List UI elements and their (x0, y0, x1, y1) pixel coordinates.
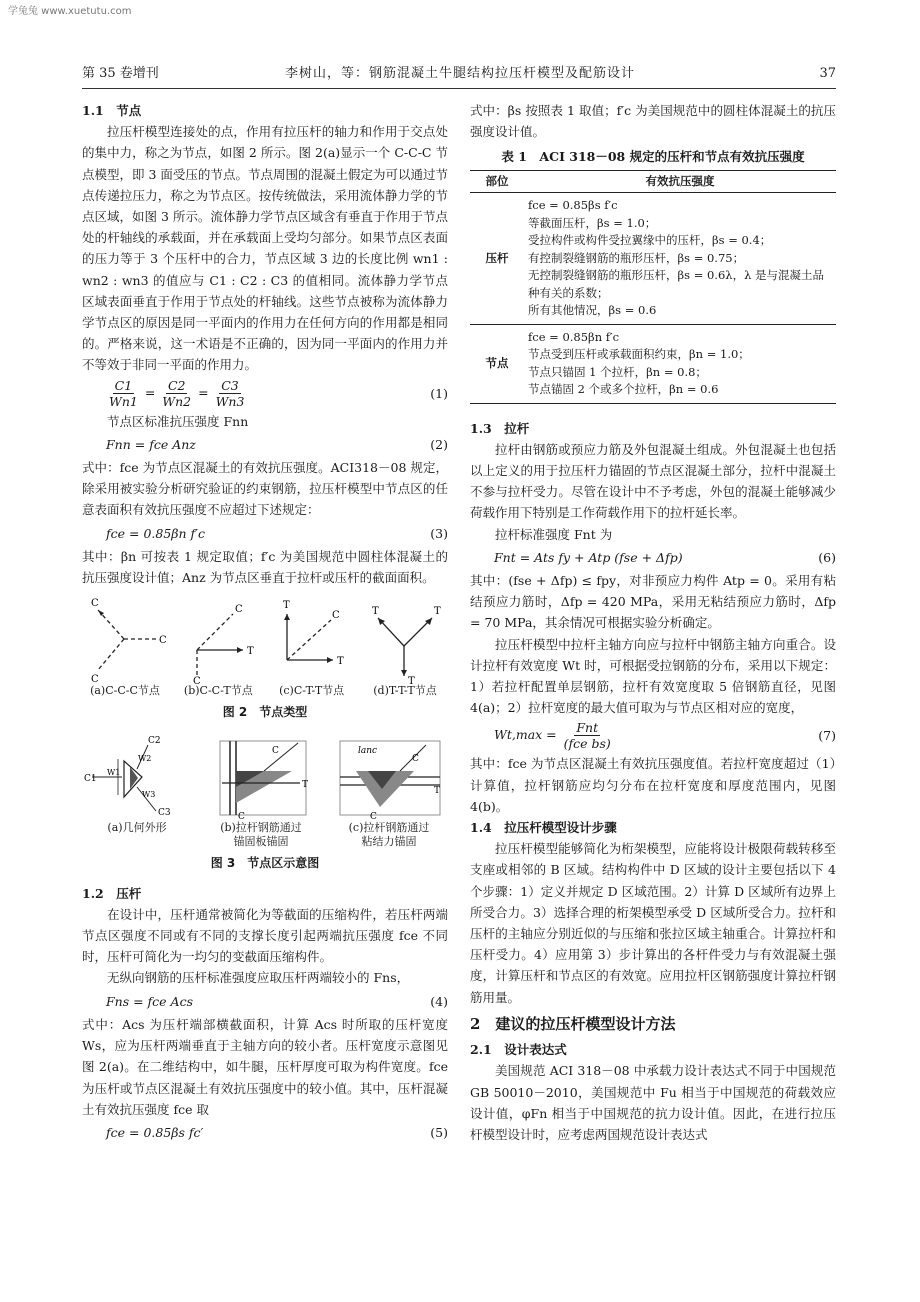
table-1-caption: 表 1 ACI 318－08 规定的压杆和节点有效抗压强度 (501, 149, 805, 165)
section-1-3-paragraph-3: 其中：(fse + Δfp) ≤ fpy，对非预应力构件 Atp = 0。采用有粘结预应力筋时，Δfp = 420 MPa，采用无粘结预应力筋时，Δfp = 70 MPa，其余情况可根据实验分析确定。 (470, 573, 836, 631)
table-line: 无控制裂缝钢筋的瓶形压杆，βs = 0.6λ，λ 是与混凝土品种有关的系数； (528, 268, 825, 300)
cct-node-diagram (175, 594, 261, 684)
eq7-lhs: Wt,max = (494, 727, 557, 743)
eq3-number: (3) (430, 525, 448, 541)
table-row (470, 193, 836, 325)
fig2-cell-b (175, 594, 261, 698)
table-cell-part: 节点 (470, 324, 524, 403)
table-line: fce = 0.85βn f′c (528, 329, 620, 344)
svg-text:T: T (302, 780, 309, 791)
section-1-1-title: 1.1 节点 (82, 103, 142, 118)
node-geometry-diagram (82, 731, 192, 821)
section-1-3-paragraph-5: 其中：fce 为节点区混凝土有效抗压强度值。若拉杆宽度超过（1）计算值，拉杆钢筋应均匀分布在拉杆宽度和厚度范围内，见图 4(b)。 (470, 756, 836, 814)
section-1-3-paragraph-4: 拉压杆模型中拉杆主轴方向应与拉杆中钢筋主轴方向重合。设计拉杆有效宽度 Wt 时，可根据受拉钢筋的分布，采用以下规定：1）若拉杆配置单层钢筋，拉杆有效宽度取 5 倍钢筋直径，见图 4(a)；2）拉杆宽度的最大值可取为与节点区相对应的宽度， (470, 636, 836, 716)
svg-text:C: C (272, 746, 279, 757)
section-1-2-title: 1.2 压杆 (82, 885, 142, 901)
eq6-number: (6) (818, 549, 836, 565)
journal-volume: 第 35 卷增刊 (82, 66, 159, 81)
fig3-cell-b (202, 731, 320, 849)
left-column (82, 100, 448, 1145)
eq7-number: (7) (818, 728, 836, 744)
paragraph-beta-s: 式中：βs 按照表 1 取值；f′c 为美国规范中的圆柱体混凝土的抗压强度设计值。 (470, 103, 836, 140)
svg-text:T: T (434, 786, 441, 797)
eq1-num1: C1 (114, 377, 133, 393)
eq3-body: fce = 0.85βn f′c (106, 525, 205, 541)
page-number: 37 (819, 66, 836, 81)
eq4-number: (4) (430, 993, 448, 1009)
section-1-4-title: 1.4 拉压杆模型设计步骤 (470, 820, 617, 836)
eq1-den3: Wn3 (215, 393, 245, 409)
svg-text:C: C (91, 674, 99, 685)
table-line: 节点受到压杆或承载面积约束，βn = 1.0； (528, 347, 750, 362)
fig3-cell-a (82, 731, 192, 849)
fig2-label-d: (d)T-T-T节点 (373, 684, 437, 698)
svg-text:W1: W1 (107, 768, 121, 778)
table-cell-part: 压杆 (470, 193, 524, 325)
eq5-number: (5) (430, 1124, 448, 1140)
fig3-cell-c (330, 731, 448, 849)
eq1-num3: C3 (221, 377, 239, 393)
eq6-body: Fnt = Ats fy + Atp (fse + Δfp) (494, 549, 683, 565)
eq2-number: (2) (430, 436, 448, 452)
paragraph-fce: 式中：fce 为节点区混凝土的有效抗压强度。ACI318－08 规定，除采用被实验分析研究验证的约束钢筋，拉压杆模型中节点区的任意表面积有效抗压强度不应超过下述规定： (82, 460, 448, 518)
paragraph-fnn: 节点区标准抗压强度 Fnn (107, 413, 249, 429)
eq1-num2: C2 (167, 377, 186, 393)
fig2-cell-d (362, 594, 448, 698)
svg-text:C: C (159, 635, 167, 647)
eq7-denominator: (fce bs) (563, 736, 611, 752)
figure-2 (82, 594, 448, 698)
fig2-label-b: (b)C-C-T节点 (183, 684, 253, 698)
equation-6 (470, 547, 836, 568)
table-line: 节点锚固 2 个或多个拉杆，βn = 0.6 (528, 382, 719, 397)
ttt-node-diagram (362, 594, 448, 684)
anchor-plate-diagram (202, 731, 320, 821)
table-header-part: 部位 (470, 170, 524, 193)
watermark: 学兔兔 www.xuetutu.com (8, 6, 132, 17)
equation-4 (82, 991, 448, 1012)
fig2-cell-c (269, 594, 355, 698)
table-row (470, 324, 836, 403)
svg-text:T: T (371, 606, 379, 618)
svg-text:C: C (331, 610, 340, 622)
section-1-3-title: 1.3 拉杆 (470, 420, 530, 436)
section-1-3-paragraph-2: 拉杆标准强度 Fnt 为 (495, 526, 613, 542)
section-2-1-paragraph: 美国规范 ACI 318－08 中承载力设计表达式不同于中国规范 GB 50010－2010，美国规范中 Fu 相当于中国规范的荷载效应设计值，φFn 相当于中国规范的抗力设计值。因此，在进行拉压杆模型设计时，应考虑两国规范设计表达式 (470, 1063, 836, 1142)
svg-text:C1: C1 (84, 774, 97, 785)
table-line: 节点只锚固 1 个拉杆，βn = 0.8； (528, 364, 707, 379)
svg-text:C: C (238, 812, 245, 822)
section-1-2-paragraph-3: 式中：Acs 为压杆端部横截面积，计算 Acs 时所取的压杆宽度 Ws，应为压杆两端垂直于主轴方向的较小者。压杆宽度示意图见图 2(a)。在二维结构中，如牛腿，压杆厚度可取为构件宽度。fce 为压杆或节点区混凝土有效抗压强度中的较小值。其中，压杆混凝土有效抗压强度 fce 取 (82, 1016, 448, 1117)
svg-text:T: T (336, 656, 344, 668)
header-rule (82, 88, 836, 89)
section-1-1-paragraph: 拉压杆模型连接处的点，作用有拉压杆的轴力和作用于交点处的集中力，称之为节点，如图 2 所示。图 2(a)显示一个 C-C-C 节点模型，即 3 面受压的节点。节点周围的混凝土假定为可以通过节点传递拉压力，称之为节点区。按传统做法，采用流体静力学的节点区域，如图 3 所示。流体静力学节点区域含有垂直于作用于节点处的杆轴线的承载面，并在承载面上受均匀部分。如果节点区表面的压力等于 3 个压杆中的合力，节点区域 3 边的长度比例 wn1 : wn2 : wn3 的值应与 C1 : C2 : C3 的值相同。流体静力学节点区域表面垂直于作用于节点处的杆轴线。这些节点被称为流体静力学节点区的原因是同一平面内的作用力在任何方向的作用都是相同的。严格来说，这一术语是不正确的，因为同一平面内的作用力并不等效于非同一平面的作用力。 (82, 124, 448, 373)
ccc-node-diagram (82, 594, 168, 684)
eq1-den2: Wn2 (162, 393, 192, 409)
paragraph-beta-n: 其中：βn 可按表 1 规定取值；f′c 为美国规范中圆柱体混凝土的抗压强度设计值；Anz 为节点区垂直于拉杆或压杆的截面面积。 (82, 548, 448, 586)
svg-text:C: C (235, 604, 243, 616)
eq5-body: fce = 0.85βs fc′ (106, 1124, 204, 1140)
fig3-caption: 图 3 节点区示意图 (210, 856, 320, 871)
equation-5 (82, 1122, 448, 1143)
table-line: 所有其他情况，βs = 0.6 (528, 303, 657, 318)
right-column (470, 100, 836, 1145)
fig3-label-b: (b)拉杆钢筋通过 锚固板锚固 (220, 821, 302, 849)
table-line: 受拉构件或构件受拉翼缘中的压杆，βs = 0.4； (528, 233, 772, 248)
eq2-body: Fnn = fce Anz (106, 436, 196, 452)
eq1-den1: Wn1 (109, 393, 138, 409)
section-1-4-paragraph: 拉压杆模型能够简化为桁架模型，应能将设计极限荷载转移至支座或相邻的 B 区域。结构构件中 D 区域的设计主要包括以下 4 个步骤：1）定义并规定 D 区域范围。2）计算 D 区域所有边界上所受合力。3）选择合理的桁架模型承受 D 区域所受合力。拉杆和压杆的主轴应分别近似的与压缩和张拉区域主轴重合。计算拉杆和压杆受力。4）应用第 3）步计算出的各杆件受力与有效混凝土强度，计算压杆和节点区的有效宽。应用拉杆区钢筋强度计算拉杆钢筋用量。 (470, 841, 836, 1005)
equation-1: $\frac{C1}{Wn1}$ = $\frac{C2}{Wn2}$ = $\frac{C3}{Wn3}$ (1) (109, 377, 448, 409)
table-line: 有控制裂缝钢筋的瓶形压杆，βs = 0.75； (528, 250, 745, 265)
svg-text:W2: W2 (138, 754, 152, 764)
equation-7 (470, 720, 836, 751)
section-1-2-paragraph-2: 无纵向钢筋的压杆标准强度应取压杆两端较小的 Fns， (107, 970, 410, 986)
svg-text:W3: W3 (142, 790, 156, 800)
svg-text:C: C (412, 754, 419, 765)
ctt-node-diagram (269, 594, 355, 684)
svg-text:T: T (247, 646, 254, 658)
svg-text:C3: C3 (158, 808, 171, 819)
svg-text:T: T (282, 600, 290, 612)
table-cell-strength (524, 193, 836, 325)
svg-text:C: C (91, 598, 99, 610)
section-2-title: 2 建议的拉压杆模型设计方法 (470, 1014, 676, 1033)
section-1-2-paragraph-1: 在设计中，压杆通常被简化为等截面的压缩构件，若压杆两端节点区强度不同或有不同的支撑长度引起两端抗压强度 fce 不同时，压杆可简化为一均匀的变截面压缩构件。 (82, 906, 448, 965)
fig2-caption: 图 2 节点类型 (222, 705, 308, 720)
equation-2 (82, 434, 448, 455)
svg-text:C: C (193, 676, 201, 685)
table-line: fce = 0.85βs f′c (528, 198, 618, 213)
svg-text:C2: C2 (148, 736, 161, 747)
svg-text:T: T (407, 676, 415, 685)
svg-text:C: C (370, 812, 377, 822)
fig3-label-c: (c)拉杆钢筋通过 粘结力锚固 (348, 821, 430, 849)
eq4-body: Fns = fce Acs (106, 993, 193, 1009)
table-line: 等截面压杆，βs = 1.0； (528, 215, 657, 230)
fig2-label-c: (c)C-T-T节点 (279, 684, 345, 698)
running-title: 李树山，等：钢筋混凝土牛腿结构拉压杆模型及配筋设计 (284, 66, 635, 81)
eq1-number: (1) (430, 385, 448, 401)
svg-text:lanc: lanc (358, 746, 378, 757)
table-1 (470, 170, 836, 404)
section-1-3-paragraph-1: 拉杆由钢筋或预应力筋及外包混凝土组成。外包混凝土也包括以上定义的用于拉压杆力锚固的节点区混凝土部分，拉杆中混凝土不参与拉杆受力。尽管在设计中不予考虑，外包的混凝土能够减少荷载作用下特别是工作荷载作用下的拉杆延长率。 (470, 441, 836, 521)
fig2-label-a: (a)C-C-C节点 (90, 684, 160, 698)
equation-3 (82, 523, 448, 544)
eq7-numerator: Fnt (576, 720, 599, 736)
fig2-cell-a (82, 594, 168, 698)
table-cell-strength (524, 324, 836, 403)
table-header-strength: 有效抗压强度 (524, 170, 836, 193)
svg-text:T: T (433, 606, 441, 618)
fig3-label-a: (a)几何外形 (107, 821, 167, 835)
bond-anchorage-diagram (330, 731, 448, 821)
figure-3 (82, 731, 448, 849)
section-2-1-title: 2.1 设计表达式 (470, 1042, 567, 1058)
